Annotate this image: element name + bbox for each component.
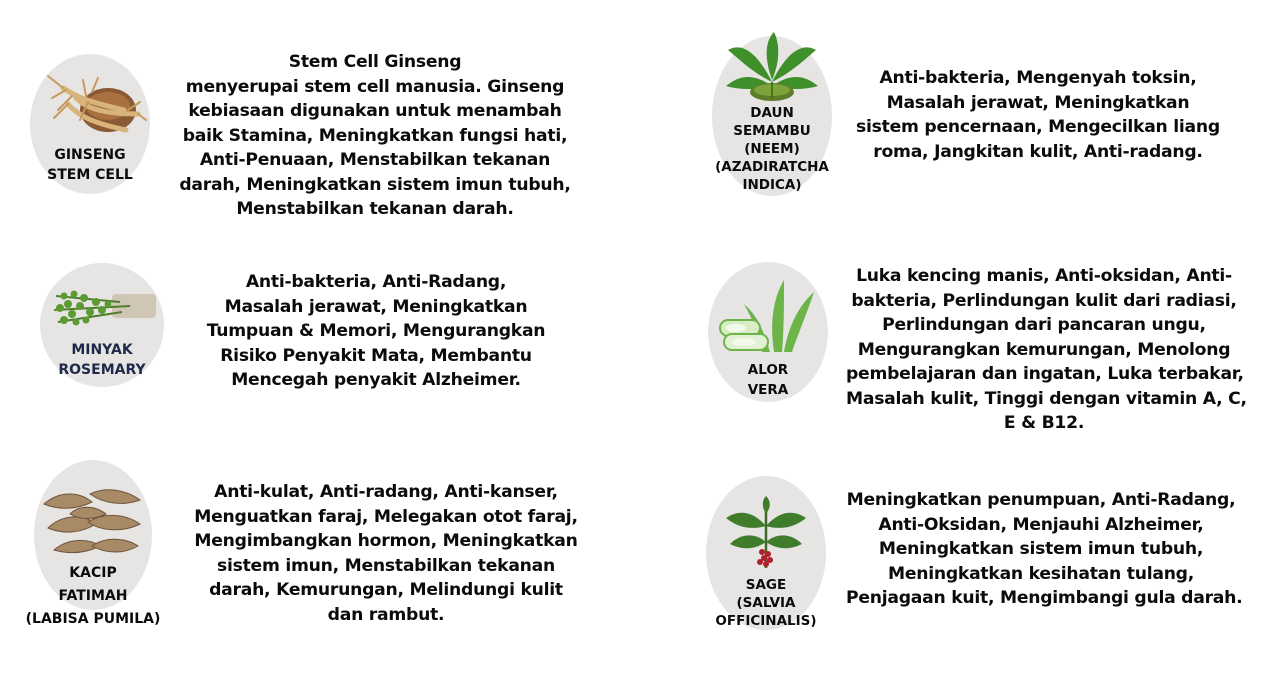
neem-label: DAUN SEMAMBU (NEEM) (AZADIRATCHA INDICA) <box>715 105 829 193</box>
ginseng-description: Stem Cell Ginseng menyerupai stem cell manusia. Ginseng kebiasaan digunakan untuk menambah baik Stamina, Meningkatkan fungsi hati, Anti-Penuaan, Menstabilkan tekanan darah, Meningkatkan sistem imun tubuh, Menstabilkan tekanan darah. <box>179 52 571 219</box>
sage-plant-icon <box>724 496 808 570</box>
kacip-label: KACIP FATIMAH (LABISA PUMILA) <box>25 565 161 627</box>
rosemary-sprig-icon <box>50 280 160 334</box>
neem-leaves-icon <box>722 32 822 104</box>
sage-label: SAGE (SALVIA OFFICINALIS) <box>715 577 817 629</box>
aloe-description: Luka kencing manis, Anti-oksidan, Anti- bakteria, Perlindungan kulit dari radiasi, Perlindungan dari pancaran ungu, Mengurangkan kemurungan, Menolong pembelajaran dan ingatan, Luka terbakar, Masalah kulit, Tinggi dengan vitamin A, C, E & B12. <box>846 266 1247 433</box>
aloe-vera-icon <box>714 276 818 356</box>
kacip-description: Anti-kulat, Anti-radang, Anti-kanser, Menguatkan faraj, Melegakan otot faraj, Mengimbangkan hormon, Meningkatkan sistem imun, Menstabilkan tekanan darah, Kemurungan, Melindungi kulit dan rambut. <box>194 482 578 625</box>
rosemary-description: Anti-bakteria, Anti-Radang, Masalah jerawat, Meningkatkan Tumpuan & Memori, Mengurangkan Risiko Penyakit Mata, Membantu Mencegah penyakit Alzheimer. <box>206 272 546 390</box>
kacip-fatimah-leaves-icon <box>40 484 144 556</box>
neem-description: Anti-bakteria, Mengenyah toksin, Masalah jerawat, Meningkatkan sistem pencernaan, Mengecilkan liang roma, Jangkitan kulit, Anti-radang. <box>856 68 1220 162</box>
rosemary-label: MINYAK ROSEMARY <box>58 342 146 378</box>
ginseng-label: GINSENG STEM CELL <box>47 147 133 183</box>
aloe-label: ALOR VERA <box>747 362 789 398</box>
sage-description: Meningkatkan penumpuan, Anti-Radang, Anti-Oksidan, Menjauhi Alzheimer, Meningkatkan sistem imun tubuh, Meningkatkan kesihatan tulang, Penjagaan kuit, Mengimbangi gula darah. <box>846 490 1243 608</box>
ginseng-root-icon <box>28 58 148 148</box>
